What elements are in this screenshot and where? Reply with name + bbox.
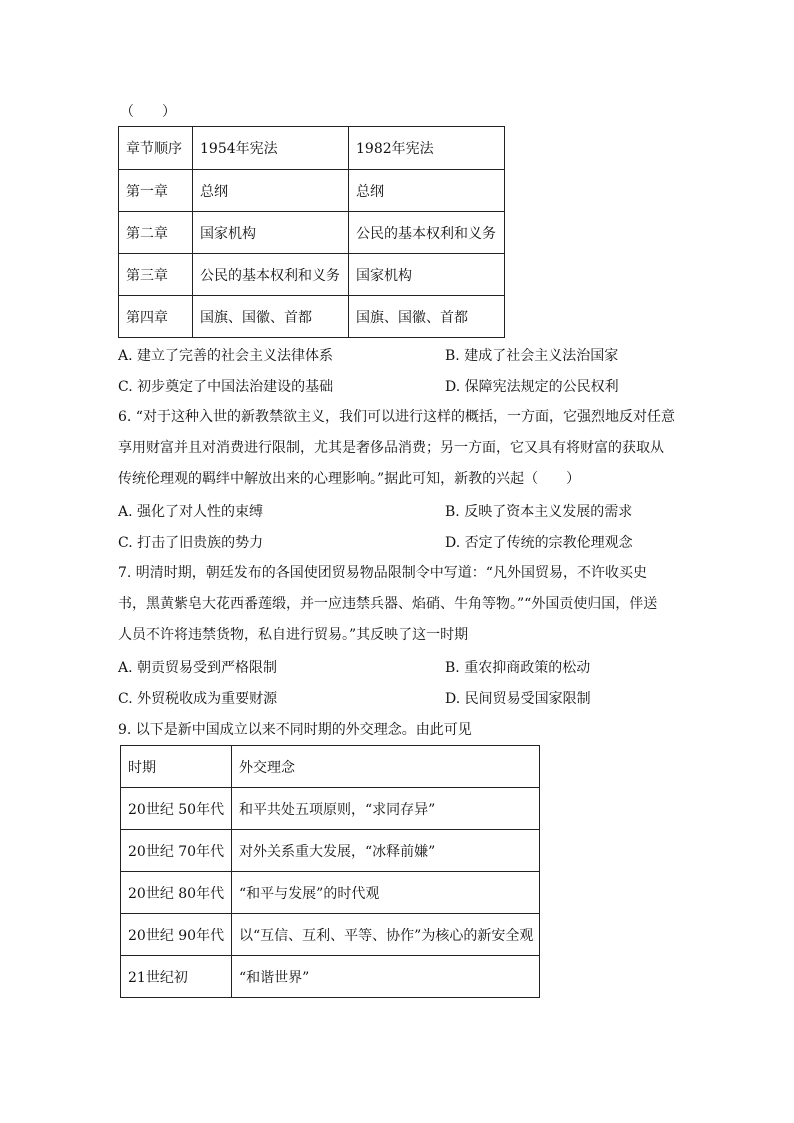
question-6-line: 传统伦理观的羁绊中解放出来的心理影响。”据此可知，新教的兴起（ ）: [118, 471, 581, 487]
q7-option-b[interactable]: B. 重农抑商政策的松动: [445, 660, 591, 676]
table-cell: 21世纪初: [121, 956, 232, 998]
question-7-stem: [118, 558, 678, 651]
table-cell: 20世纪 70年代: [121, 830, 232, 872]
table-row: [119, 212, 505, 254]
table-cell: 以“互信、互利、平等、协作”为核心的新安全观: [232, 914, 540, 956]
q7-option-a[interactable]: A. 朝贡贸易受到严格限制: [118, 660, 278, 676]
table-row: [121, 914, 540, 956]
table-cell: 20世纪 50年代: [121, 788, 232, 830]
table-header-row: [121, 746, 540, 788]
table-row: [119, 296, 505, 338]
table-cell: 第二章: [119, 212, 193, 254]
q5-option-d[interactable]: D. 保障宪法规定的公民权利: [445, 379, 619, 395]
q6-option-b[interactable]: B. 反映了资本主义发展的需求: [445, 504, 633, 520]
question-9-stem: 9. 以下是新中国成立以来不同时期的外交理念。由此可见: [118, 722, 472, 738]
question-6-stem: [118, 402, 678, 495]
table-cell: 国家机构: [349, 254, 505, 296]
table-header-cell: 1954年宪法: [193, 127, 349, 170]
table-cell: 公民的基本权利和义务: [349, 212, 505, 254]
table-cell: 对外关系重大发展，“冰释前嫌”: [232, 830, 540, 872]
table-cell: “和平与发展”的时代观: [232, 872, 540, 914]
q5-option-c[interactable]: C. 初步奠定了中国法治建设的基础: [118, 379, 334, 395]
question-7-line: 7. 明清时期，朝廷发布的各国使团贸易物品限制令中写道：“凡外国贸易，不许收买史: [118, 565, 647, 581]
table-row: [121, 830, 540, 872]
q7-option-d[interactable]: D. 民间贸易受国家限制: [445, 691, 591, 707]
table-cell: 公民的基本权利和义务: [193, 254, 349, 296]
table-header-cell: 时期: [121, 746, 232, 788]
q6-option-d[interactable]: D. 否定了传统的宗教伦理观念: [445, 535, 633, 551]
table-header-cell: 1982年宪法: [349, 127, 505, 170]
q7-option-c[interactable]: C. 外贸税收成为重要财源: [118, 691, 278, 707]
table-row: [121, 956, 540, 998]
table-cell: 总纲: [349, 170, 505, 212]
table-cell: 第一章: [119, 170, 193, 212]
constitution-comparison-table: [118, 126, 505, 338]
question-5-answer-bracket: （ ）: [120, 104, 176, 120]
table-cell: 国家机构: [193, 212, 349, 254]
diplomacy-concepts-table: [120, 745, 540, 998]
table-header-cell: 章节顺序: [119, 127, 193, 170]
q5-option-a[interactable]: A. 建立了完善的社会主义法律体系: [118, 348, 334, 364]
table-row: [119, 170, 505, 212]
table-cell: “和谐世界”: [232, 956, 540, 998]
table-header-row: [119, 127, 505, 170]
table-cell: 第三章: [119, 254, 193, 296]
q6-option-a[interactable]: A. 强化了对人性的束缚: [118, 504, 264, 520]
table-cell: 国旗、国徽、首都: [349, 296, 505, 338]
q5-option-b[interactable]: B. 建成了社会主义法治国家: [445, 348, 619, 364]
table-header-cell: 外交理念: [232, 746, 540, 788]
question-7-line: 人员不许将违禁货物，私自进行贸易。”其反映了这一时期: [118, 627, 469, 643]
question-6-line: 享用财富并且对消费进行限制，尤其是奢侈品消费；另一方面，它又具有将财富的获取从: [118, 440, 664, 456]
table-cell: 第四章: [119, 296, 193, 338]
table-row: [121, 872, 540, 914]
table-cell: 总纲: [193, 170, 349, 212]
question-6-line: 6. “对于这种入世的新教禁欲主义，我们可以进行这样的概括，一方面，它强烈地反对任意: [118, 409, 675, 425]
table-cell: 20世纪 90年代: [121, 914, 232, 956]
question-7-line: 书，黑黄紫皂大花西番莲缎，并一应违禁兵器、焰硝、牛角等物。”“外国贡使归国，伴送: [118, 596, 658, 612]
table-row: [119, 254, 505, 296]
table-cell: 和平共处五项原则，“求同存异”: [232, 788, 540, 830]
q6-option-c[interactable]: C. 打击了旧贵族的势力: [118, 535, 264, 551]
table-cell: 20世纪 80年代: [121, 872, 232, 914]
table-row: [121, 788, 540, 830]
table-cell: 国旗、国徽、首都: [193, 296, 349, 338]
